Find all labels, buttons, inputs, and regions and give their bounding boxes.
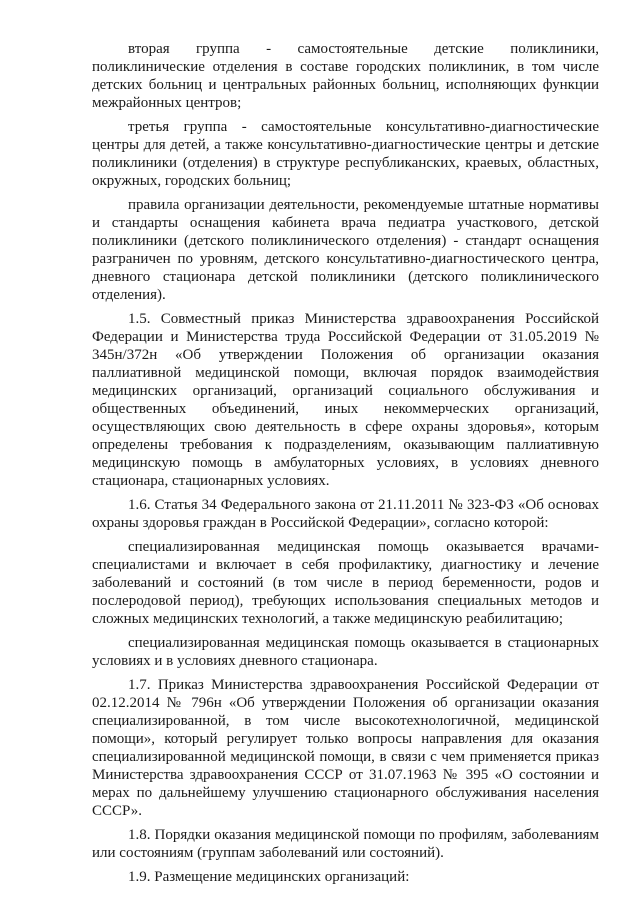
paragraph-1-8: 1.8. Порядки оказания медицинской помощи по профилям, заболеваниям или состояниям (группам заболеваний или состояний). <box>92 827 599 861</box>
paragraph-rules: правила организации деятельности, рекомендуемые штатные нормативы и стандарты оснащения кабинета врача педиатра участкового, детской поликлиники (детского поликлинического отделения) - стандарт оснащения разграничен по уровням, детского консультативно-диагностического центра, дневного стационара детской поликлиники (детского поликлинического отделения). <box>92 197 599 303</box>
paragraph-second-group: вторая группа - самостоятельные детские поликлиники, поликлинические отделения в составе городских поликлиник, в том числе детских больниц и центральных районных больниц, исполняющих функции межрайонных центров; <box>92 41 599 111</box>
paragraph-specialized-care: специализированная медицинская помощь оказывается врачами-специалистами и включает в себя профилактику, диагностику и лечение заболеваний и состояний (в том числе в период беременности, родов и послеродовой период), требующих использования специальных методов и сложных медицинских технологий, а также медицинскую реабилитацию; <box>92 539 599 627</box>
paragraph-1-9: 1.9. Размещение медицинских организаций: <box>128 869 410 885</box>
paragraph-1-5: 1.5. Совместный приказ Министерства здравоохранения Российской Федерации и Министерства труда Российской Федерации от 31.05.2019 № 345н/372н «Об утверждении Положения об организации оказания паллиативной медицинской помощи, включая порядок взаимодействия медицинских организаций, организаций социального обслуживания и общественных объединений, иных некоммерческих организаций, осуществляющих свою деятельность в сфере охраны здоровья», которым определены требования к подразделениям, оказывающим паллиативную медицинскую помощь в амбулаторных условиях, в условиях дневного стационара, стационарных условиях. <box>92 311 599 489</box>
paragraph-1-7: 1.7. Приказ Министерства здравоохранения Российской Федерации от 02.12.2014 № 796н «Об утверждении Положения об организации оказания специализированной, в том числе высокотехнологичной, медицинской помощи», который регулирует только вопросы направления для оказания специализированной медицинской помощи, в связи с чем применяется приказ Министерства здравоохранения СССР от 31.07.1963 № 395 «О состоянии и мерах по дальнейшему улучшению стационарного обслуживания населения СССР». <box>92 677 599 819</box>
paragraph-1-6: 1.6. Статья 34 Федерального закона от 21.11.2011 № 323-ФЗ «Об основах охраны здоровья граждан в Российской Федерации», согласно которой: <box>92 497 599 531</box>
paragraph-third-group: третья группа - самостоятельные консультативно-диагностические центры для детей, а также консультативно-диагностические центры и детские поликлиники (отделения) в структуре республиканских, краевых, областных, окружных, городских больниц; <box>92 119 599 189</box>
paragraph-specialized-conditions: специализированная медицинская помощь оказывается в стационарных условиях и в условиях дневного стационара. <box>92 635 599 669</box>
